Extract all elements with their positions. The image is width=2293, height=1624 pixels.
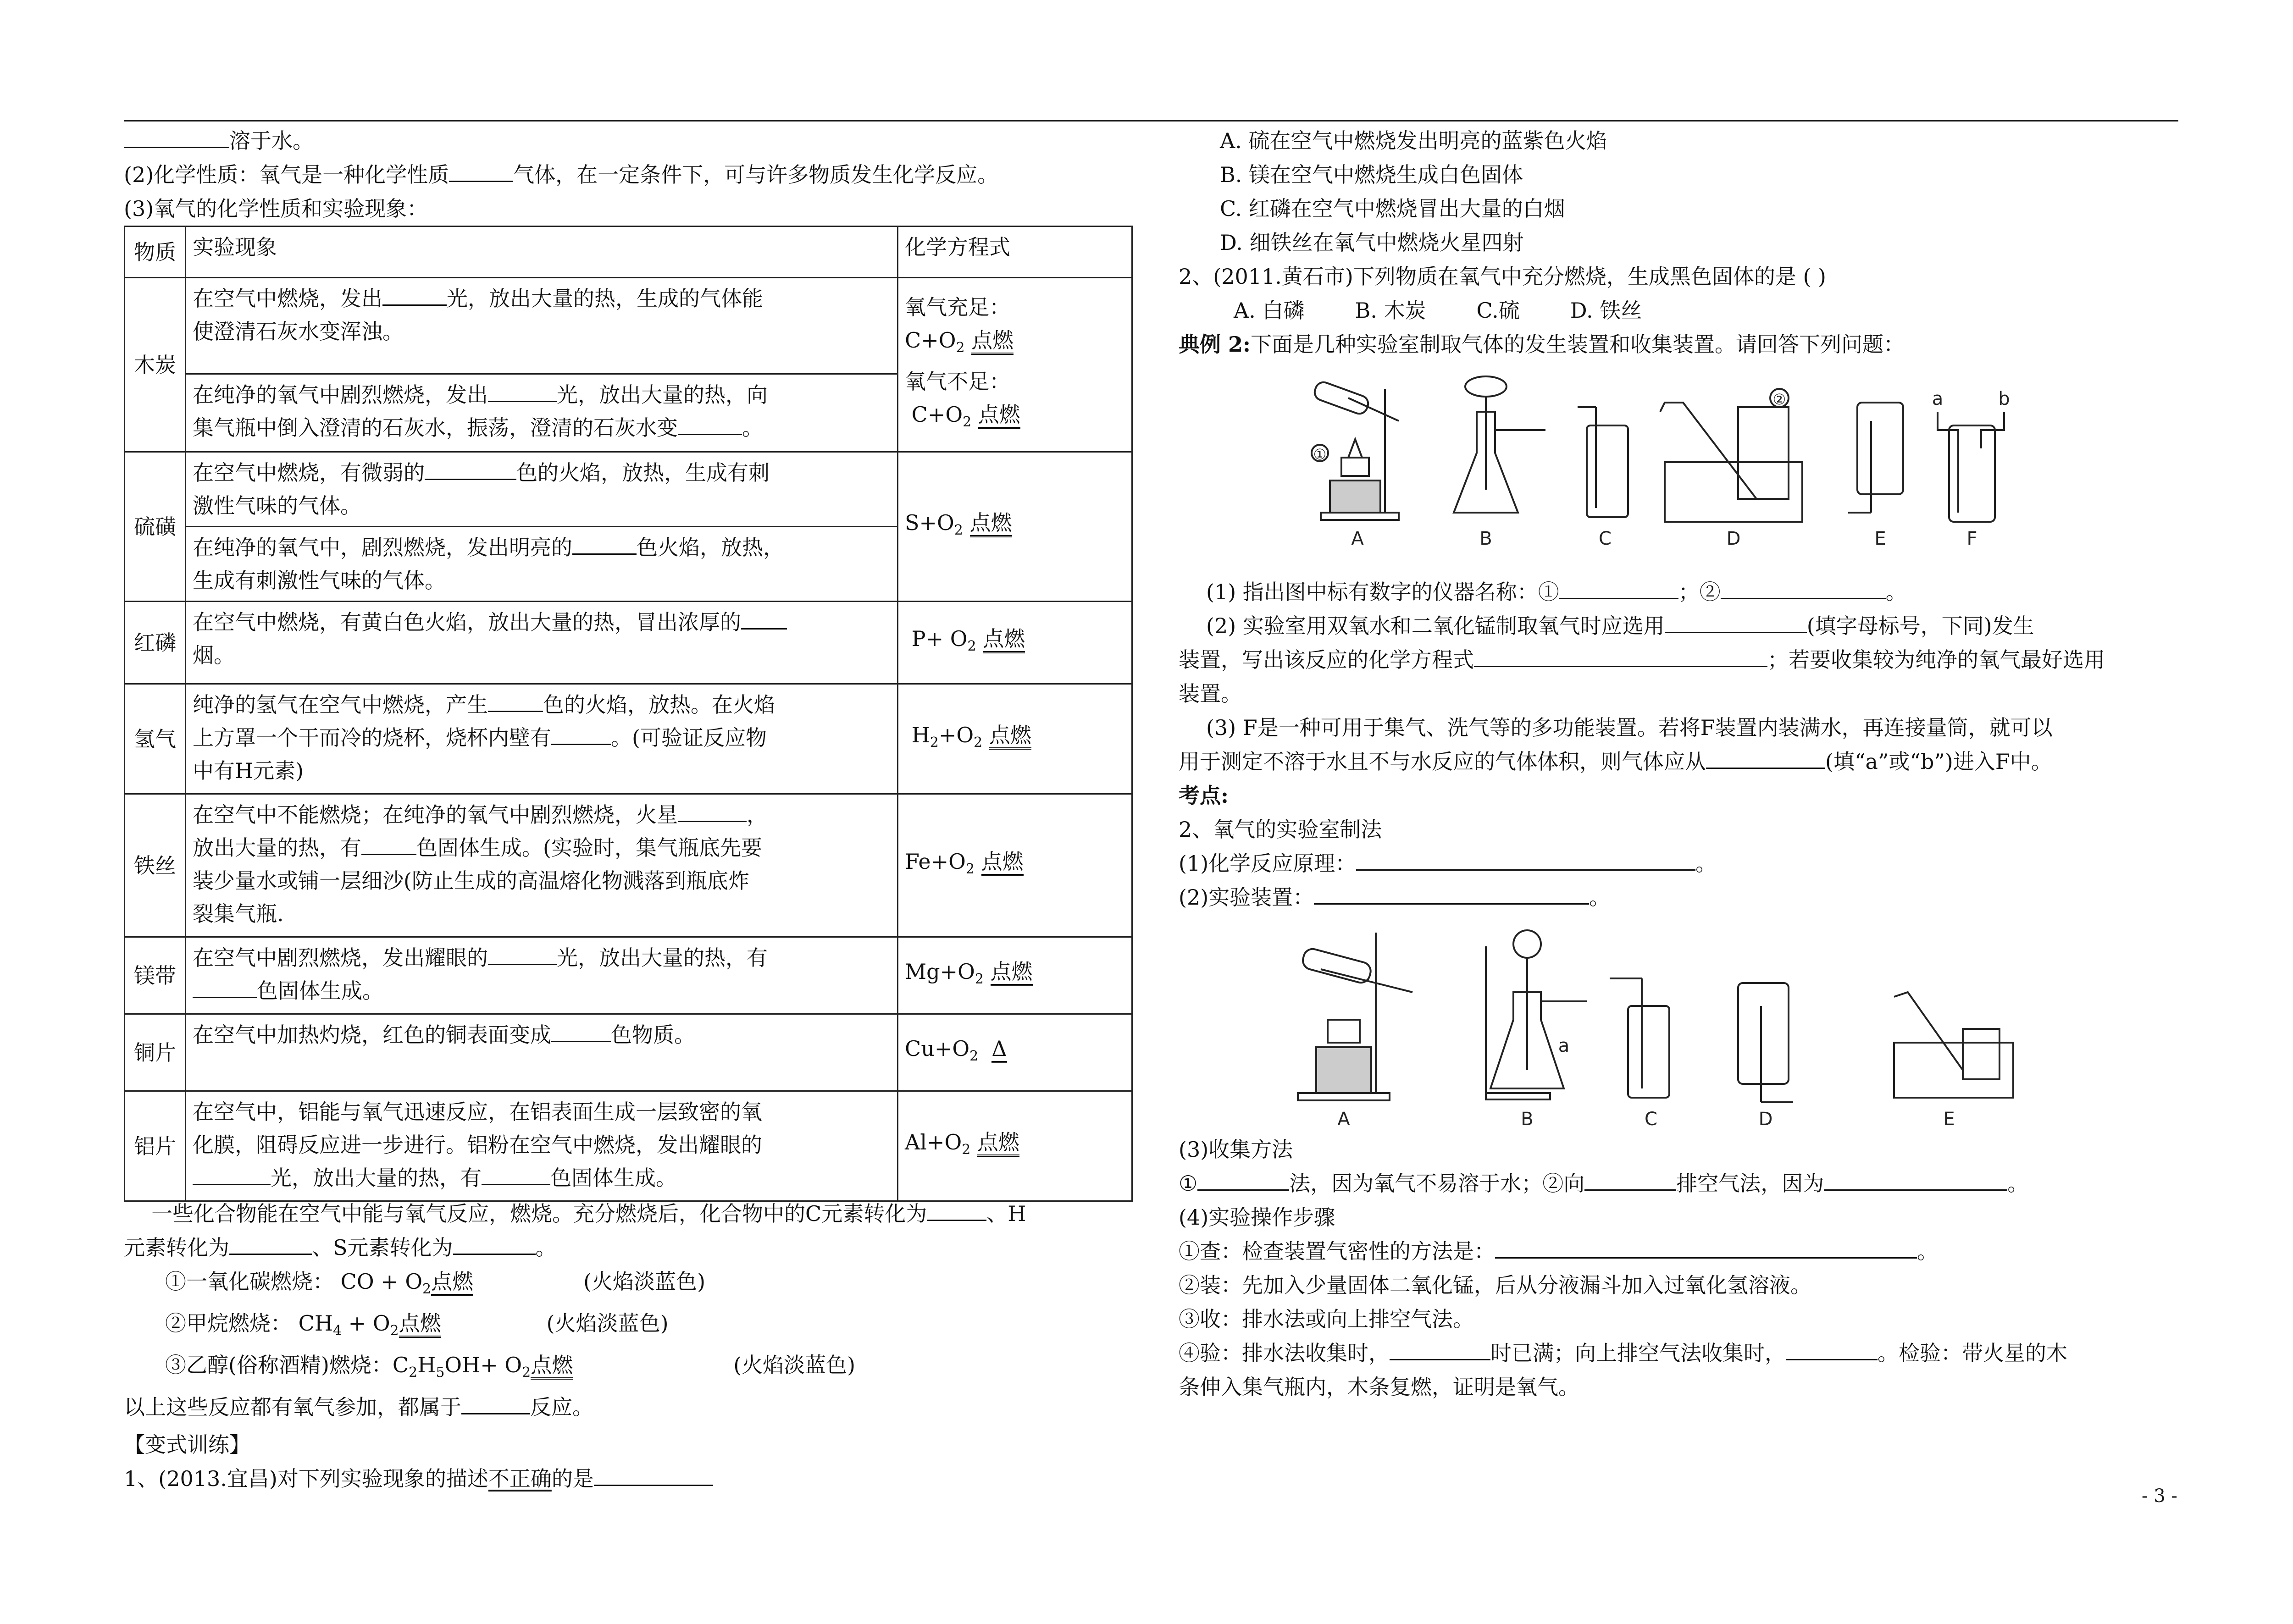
substance-hydrogen: 氢气 xyxy=(125,684,186,794)
fig2-label-c: C xyxy=(1645,1109,1657,1130)
substance-magnesium: 镁带 xyxy=(125,937,186,1014)
magnesium-air: 在空气中剧烈燃烧，发出耀眼的 光，放出大量的热，有 色固体生成。 xyxy=(186,937,898,1014)
page-number: - 3 - xyxy=(2142,1486,2177,1507)
header-substance: 物质 xyxy=(125,226,186,278)
fig2-label-d: D xyxy=(1758,1109,1773,1130)
procedure-steps: (4)实验操作步骤 xyxy=(1179,1205,1335,1230)
fig1-label-f: F xyxy=(1966,528,1977,549)
line-table-intro: (3)氧气的化学性质和实验现象： xyxy=(124,196,428,221)
fig1-port-b: b xyxy=(1998,388,2010,409)
line-dissolve: 溶于水。 xyxy=(124,124,1133,158)
sub-q2-line2: 装置，写出该反应的化学方程式 ；若要收集较为纯净的氧气最好选用 xyxy=(1179,643,2256,677)
substance-iron: 铁丝 xyxy=(125,794,186,937)
magnesium-equation: $Mg+O_2$ 点燃 xyxy=(898,937,1132,1014)
line-summary: 以上这些反应都有氧气参加，都属于 反应。 xyxy=(124,1390,1133,1424)
fig1-port-a: a xyxy=(1932,388,1944,409)
carbon-air: 在空气中燃烧，发出 光，放出大量的热，生成的气体能 使澄清石灰水变浑浊。 xyxy=(186,278,898,374)
sulfur-equation: $S+O_2$ 点燃 xyxy=(898,452,1132,602)
copper-equation: $Cu+O_2$ Δ xyxy=(898,1014,1132,1091)
collect-methods: (3)收集方法 xyxy=(1179,1137,1293,1162)
substance-phosphorus: 红磷 xyxy=(125,602,186,684)
fig2-label-e: E xyxy=(1943,1109,1955,1130)
apparatus-figure-1 xyxy=(1298,361,2215,554)
aluminum-air: 在空气中，铝能与氧气迅速反应，在铝表面生成一层致密的氧 化膜，阻碍反应进一步进行。铝粉在空气中燃烧，发出耀眼的 光，放出大量的热，有 色固体生成。 xyxy=(186,1091,898,1201)
substance-carbon: 木炭 xyxy=(125,278,186,452)
line-ethanol-combustion: ③乙醇(俗称酒精)燃烧：$C_2H_5OH+ O_2$点燃 (火焰淡蓝色) xyxy=(165,1353,856,1381)
header-equation: 化学方程式 xyxy=(898,226,1132,278)
iron-oxygen: 在空气中不能燃烧；在纯净的氧气中剧烈燃烧，火星 ， 放出大量的热，有 色固体生成。(实验时，集气瓶底先要 装少量水或铺一层细沙(防止生成的高温熔化物溅落到瓶底炸 裂集气瓶. xyxy=(186,794,898,937)
option-1a: A. 硫在空气中燃烧发出明亮的蓝紫色火焰 xyxy=(1220,128,1607,153)
carbon-equation: 氧气充足： $C+O_2$ 点燃 氧气不足： $C+O_2$ 点燃 xyxy=(898,278,1132,452)
question-1: 1、(2013.宜昌)对下列实验现象的描述不正确的是 xyxy=(124,1462,1133,1496)
fig1-label-d: D xyxy=(1726,528,1741,549)
hydrogen-equation: $H_2+O_2$ 点燃 xyxy=(898,684,1132,794)
fig1-label-e: E xyxy=(1874,528,1886,549)
fig2-port-a: a xyxy=(1558,1035,1570,1056)
aluminum-equation: $Al+O_2$ 点燃 xyxy=(898,1091,1132,1201)
phosphorus-equation: $P+ O_2$ 点燃 xyxy=(898,602,1132,684)
fig1-label-c: C xyxy=(1599,528,1612,549)
collect-methods-detail: ① 法，因为氧气不易溶于水；②向 排空气法，因为 。 xyxy=(1179,1166,2256,1200)
step-collect: ③收：排水法或向上排空气法。 xyxy=(1179,1307,1474,1331)
sub-q2-line1: (2) 实验室用双氧水和二氧化锰制取氧气时应选用 (填字母标号，下同)发生 xyxy=(1179,609,2256,643)
step-check: ①查：检查装置气密性的方法是： 。 xyxy=(1179,1234,2256,1268)
line-chem-property: (2)化学性质：氧气是一种化学性质 气体，在一定条件下，可与许多物质发生化学反应。 xyxy=(124,158,1133,192)
phosphorus-air: 在空气中燃烧，有黄白色火焰，放出大量的热，冒出浓厚的 烟。 xyxy=(186,602,898,684)
line-compounds-2: 元素转化为 、S元素转化为 。 xyxy=(124,1231,1133,1265)
sulfur-air: 在空气中燃烧，有微弱的 色的火焰，放热，生成有刺 激性气味的气体。 xyxy=(186,452,898,527)
line-methane-combustion: ②甲烷燃烧： $CH_4 + O_2$点燃 (火焰淡蓝色) xyxy=(165,1311,669,1339)
example-2: 典例 2:下面是几种实验室制取气体的发生装置和收集装置。请回答下列问题： xyxy=(1179,332,1905,357)
substance-sulfur: 硫磺 xyxy=(125,452,186,602)
oxygen-reaction-table xyxy=(124,226,1133,1202)
option-1c: C. 红磷在空气中燃烧冒出大量的白烟 xyxy=(1220,196,1565,221)
copper-air: 在空气中加热灼烧，红色的铜表面变成 色物质。 xyxy=(186,1014,898,1091)
key-apparatus: (2)实验装置： 。 xyxy=(1179,880,2256,914)
fig1-label-b: B xyxy=(1479,528,1492,549)
sulfur-oxygen: 在纯净的氧气中，剧烈燃烧，发出明亮的 色火焰，放热， 生成有刺激性气味的气体。 xyxy=(186,527,898,602)
iron-equation: $Fe+O_2$ 点燃 xyxy=(898,794,1132,937)
apparatus-figure-2 xyxy=(1289,919,2114,1130)
step-verify-cont: 条伸入集气瓶内，木条复燃，证明是氧气。 xyxy=(1179,1375,1579,1399)
key-points: 考点: xyxy=(1179,783,1229,808)
sub-q3-line2: 用于测定不溶于水且不与水反应的气体体积，则气体应从 (填“a”或“b”)进入F中。 xyxy=(1179,745,2256,779)
header-phenomenon: 实验现象 xyxy=(186,226,898,278)
question-2: 2、(2011.黄石市)下列物质在氧气中充分燃烧，生成黑色固体的是 ( ) xyxy=(1179,264,1826,289)
fig2-label-a: A xyxy=(1337,1109,1350,1130)
sub-q1: (1) 指出图中标有数字的仪器名称：① ；② 。 xyxy=(1179,575,2256,609)
fig1-marker-2: ② xyxy=(1772,391,1786,408)
carbon-oxygen: 在纯净的氧气中剧烈燃烧，发出 光，放出大量的热，向 集气瓶中倒入澄清的石灰水，振荡，澄清的石灰水变 。 xyxy=(186,374,898,452)
fig2-label-b: B xyxy=(1521,1109,1534,1130)
key-point-2: 2、氧气的实验室制法 xyxy=(1179,817,1382,842)
sub-q2-line3: 装置。 xyxy=(1179,681,1242,706)
question-2-options: A. 白磷 B. 木炭 C.硫 D. 铁丝 xyxy=(1234,298,1642,323)
key-reaction-principle: (1)化学反应原理： 。 xyxy=(1179,846,2256,880)
hydrogen-air: 纯净的氢气在空气中燃烧，产生 色的火焰，放热。在火焰 上方罩一个干而冷的烧杯，烧杯内壁有 。(可验证反应物 中有H元素) xyxy=(186,684,898,794)
option-1d: D. 细铁丝在氧气中燃烧火星四射 xyxy=(1220,230,1524,255)
step-verify: ④验：排水法收集时， 时已满；向上排空气法收集时， 。检验：带火星的木 xyxy=(1179,1336,2256,1370)
substance-aluminum: 铝片 xyxy=(125,1091,186,1201)
sub-q3-line1: (3) F是一种可用于集气、洗气等的多功能装置。若将F装置内装满水，再连接量筒，就可以 xyxy=(1206,715,2053,740)
option-1b: B. 镁在空气中燃烧生成白色固体 xyxy=(1220,162,1523,187)
fig1-label-a: A xyxy=(1351,528,1364,549)
fig1-marker-1: ① xyxy=(1313,446,1327,463)
line-compounds-1: 一些化合物能在空气中能与氧气反应，燃烧。充分燃烧后，化合物中的C元素转化为 、H xyxy=(124,1197,1133,1231)
substance-copper: 铜片 xyxy=(125,1014,186,1091)
section-variant-training: 【变式训练】 xyxy=(124,1432,250,1457)
top-rule xyxy=(124,120,2178,122)
right-column xyxy=(1179,124,2256,1404)
left-column xyxy=(124,124,1133,1491)
line-co-combustion: ①一氧化碳燃烧： CO + $O_2$点燃 (火焰淡蓝色) xyxy=(165,1269,706,1298)
step-load: ②装：先加入少量固体二氧化锰，后从分液漏斗加入过氧化氢溶液。 xyxy=(1179,1273,1811,1298)
